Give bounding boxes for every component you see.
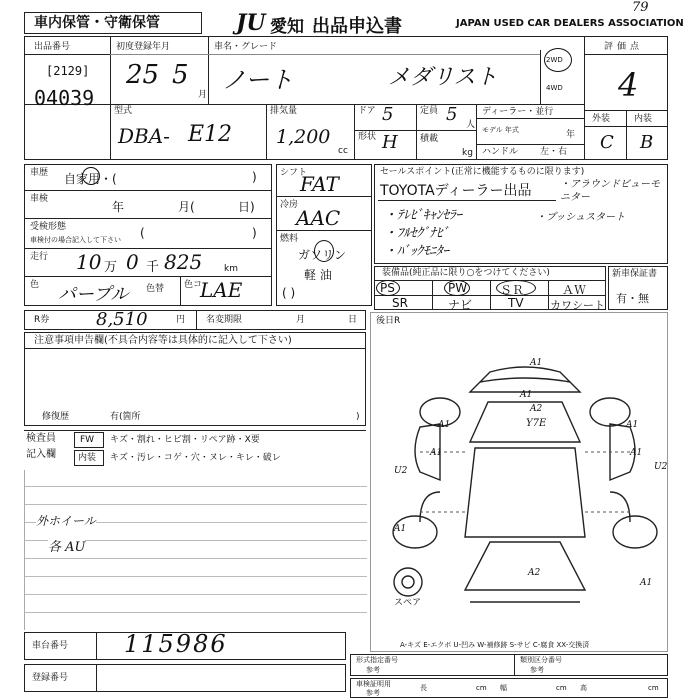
chassis-label: 車台番号 xyxy=(32,641,69,651)
deadline-month: 月 xyxy=(296,315,306,325)
doors-label: ドア xyxy=(358,106,376,116)
registration-month: 5 xyxy=(172,60,189,90)
damage-mark: A1 xyxy=(520,390,533,400)
equipment-label: 装備品(純正品に限り○をつけてください) xyxy=(382,268,550,278)
capacity-value: 5 xyxy=(446,104,458,125)
equipment-circle-sr xyxy=(496,280,536,296)
equipment-pw: PW xyxy=(448,281,468,295)
later-reg-label: 後日R xyxy=(376,316,401,326)
acceptance-note: 車検付の場合記入して下さい xyxy=(30,236,121,244)
repair-label: 修復歴 xyxy=(42,412,70,422)
notes-header: 注意事項申告欄(不具合内容等は具体的に記入して下さい) xyxy=(34,335,292,346)
damage-mark: A2 xyxy=(530,404,543,414)
lot-number-label: 出品番号 xyxy=(34,42,71,52)
fuel-paren: ( ) xyxy=(282,286,296,300)
acceptance-open: ( xyxy=(140,226,145,240)
damage-mark: A1 xyxy=(438,420,451,430)
brand-region: 愛知 xyxy=(270,17,304,37)
ac-value: AAC xyxy=(296,206,341,230)
inspector-fw-tag: FW xyxy=(80,435,95,445)
damage-mark: A1 xyxy=(530,358,543,368)
selling-point-2: ・ﾌﾙｾｸﾞﾅﾋﾞ xyxy=(384,226,450,241)
recycle-frame xyxy=(24,310,366,330)
drive-4wd: 4WD xyxy=(546,84,563,92)
reg-cert-height: 高 xyxy=(580,684,587,692)
recycle-label: R券 xyxy=(34,315,50,325)
registration-month-unit: 月 xyxy=(198,90,208,100)
inspection-label: 車検 xyxy=(30,194,49,204)
equipment-sr: SR xyxy=(392,296,408,310)
spare-label: スペア xyxy=(394,598,422,608)
lot-number: 04039 xyxy=(34,86,95,110)
inspection-year-unit: 年 xyxy=(112,200,125,214)
form-cert-ref: 参考 xyxy=(366,666,380,674)
ac-label: 冷房 xyxy=(280,200,299,210)
capacity-label: 定員 xyxy=(420,106,439,116)
inspector-row-1: キズ・割れ・ヒビ割・リペア跡・X要 xyxy=(110,435,260,445)
fuel-circle xyxy=(314,240,334,262)
selling-point-extra-1: ・アラウンドビューモニター xyxy=(560,179,660,203)
reg-cert-width: 幅 xyxy=(500,684,507,692)
color-label: 色 xyxy=(30,280,40,290)
damage-mark: U2 xyxy=(654,462,668,472)
drive-2wd: 2WD xyxy=(546,56,563,64)
inspector-label-1: 検査員 xyxy=(26,433,56,444)
repair-value: 有(箇所 xyxy=(110,412,141,422)
type-code: E12 xyxy=(188,122,233,147)
inspector-interior-tag: 内装 xyxy=(78,453,97,463)
reg-cert-label: 車検証明用 xyxy=(356,680,391,688)
recycle-unit: 円 xyxy=(176,315,186,325)
shift-value: FAT xyxy=(300,172,339,196)
color-code-value: LAE xyxy=(200,278,243,302)
inspector-row-2: キズ・汚レ・コゲ・穴・ヌレ・キレ・破レ xyxy=(110,453,281,463)
damage-mark: A2 xyxy=(528,568,541,578)
registration-year: 25 xyxy=(126,60,160,90)
form-cert-label: 形式指定番号 xyxy=(356,656,398,664)
rating-label: 評価点 xyxy=(604,42,644,52)
mileage-unit: km xyxy=(224,264,238,274)
chassis-number: 115986 xyxy=(124,630,228,658)
warranty-value: 有・無 xyxy=(616,292,649,305)
load-label: 積載 xyxy=(420,134,439,144)
recycle-value: 8,510 xyxy=(96,309,148,330)
damage-mark: A1 xyxy=(394,524,407,534)
color-code-label: 色コ xyxy=(184,280,203,290)
acceptance-close: ) xyxy=(252,226,257,240)
model-grade: メダリスト xyxy=(388,65,498,90)
equipment-navi: ナビ xyxy=(448,298,473,312)
doors-value: 5 xyxy=(382,104,394,125)
fuel-gasoline: ガソリン xyxy=(298,248,347,262)
association-name: JAPAN USED CAR DEALERS ASSOCIATION xyxy=(456,18,684,29)
type-label: 型式 xyxy=(114,106,133,116)
handle-options: 左・右 xyxy=(540,147,568,157)
reg-cert-height-unit: cm xyxy=(648,684,659,692)
dealer-label: ディーラー・並行 xyxy=(482,107,554,117)
model-label: 車名・グレード xyxy=(214,42,278,52)
interior-grade: B xyxy=(640,132,654,153)
first-registration-label: 初度登録年月 xyxy=(116,42,171,52)
inspection-day-unit: 日) xyxy=(238,200,255,214)
notes-frame xyxy=(24,332,366,426)
mileage-sen: 0 xyxy=(126,250,139,274)
repair-close: ) xyxy=(356,412,360,422)
inspector-label-2: 記入欄 xyxy=(26,449,56,460)
history-circle xyxy=(82,167,100,185)
inspector-note-1: 外ホイール xyxy=(36,514,96,528)
capacity-unit: 人 xyxy=(466,120,476,130)
history-close: ) xyxy=(252,170,257,184)
deadline-day: 日 xyxy=(348,315,358,325)
equipment-ac-ps: PS xyxy=(380,281,395,295)
selling-point-1: ・ﾃﾚﾋﾞｷｬﾝｾﾗｰ xyxy=(384,208,463,223)
mileage-man-unit: 万 xyxy=(104,260,118,275)
engine-value: 1,200 xyxy=(276,126,331,148)
class-cert-label: 類別区分番号 xyxy=(520,656,562,664)
damage-mark: A1 xyxy=(640,578,653,588)
registration-number-frame xyxy=(24,664,346,692)
equipment-sr-top: ＳＲ xyxy=(500,283,525,297)
reg-cert-length: 長 xyxy=(420,684,427,692)
equipment-seat: カワシート xyxy=(550,299,605,312)
type-prefix: DBA- xyxy=(118,124,170,148)
engine-unit: cc xyxy=(338,146,348,156)
history-label: 車歴 xyxy=(30,168,49,178)
load-unit: kg xyxy=(462,148,473,158)
acceptance-label: 受検形態 xyxy=(30,222,67,232)
reg-cert-frame xyxy=(350,678,668,698)
selling-points-label: セールスポイント(正常に機能するものに限ります) xyxy=(380,167,585,177)
exterior-label: 外装 xyxy=(592,114,611,124)
selling-point-extra-2: ・プッシュスタート xyxy=(536,212,626,223)
selling-point-3: ・ﾊﾞｯｸﾓﾆﾀｰ xyxy=(384,244,450,259)
drive-2wd-circle xyxy=(544,48,572,72)
color-change-label: 色替 xyxy=(146,284,165,294)
fuel-label: 燃料 xyxy=(280,234,299,244)
deadline-label: 名変期限 xyxy=(206,315,243,325)
form-title: 出品申込書 xyxy=(312,16,402,37)
reg-cert-length-unit: cm xyxy=(476,684,487,692)
shift-label: シフト xyxy=(280,168,308,178)
model-year-unit: 年 xyxy=(566,130,576,140)
shape-label: 形状 xyxy=(358,132,377,142)
exterior-grade: C xyxy=(600,132,614,153)
mileage-rest: 825 xyxy=(164,250,203,274)
model-year-label: モデル 年式 xyxy=(482,126,519,134)
inspector-note-2: 各 AU xyxy=(48,536,85,555)
ju-logo: JU xyxy=(236,10,266,36)
inspection-month-unit: 月( xyxy=(178,200,195,214)
mileage-sen-unit: 千 xyxy=(146,260,160,275)
corner-mark: 79 xyxy=(632,0,649,15)
equipment-tv: TV xyxy=(508,296,524,310)
damage-mark: A1 xyxy=(626,420,639,430)
fuel-diesel: 軽 油 xyxy=(304,268,332,282)
reg-cert-width-unit: cm xyxy=(556,684,567,692)
handle-label: ハンドル xyxy=(482,147,519,157)
mileage-man: 10 xyxy=(76,250,102,274)
shape-value: H xyxy=(382,132,398,153)
lot-sub-number: [2129] xyxy=(46,64,90,78)
mileage-label: 走行 xyxy=(30,252,49,262)
color-value: パープル xyxy=(58,284,129,305)
engine-label: 排気量 xyxy=(270,106,298,116)
storage-label: 車内保管・守衛保管 xyxy=(34,15,160,31)
rating-value: 4 xyxy=(618,66,639,104)
warranty-label: 新車保証書 xyxy=(612,269,658,279)
equipment-circle-ps xyxy=(376,280,400,296)
history-value: 自家用・( xyxy=(64,172,117,186)
dealer-note: TOYOTAディーラー出品 xyxy=(380,183,532,199)
interior-label: 内装 xyxy=(634,114,653,124)
equipment-aw: ＡＷ xyxy=(562,283,587,297)
damage-mark: Y7E xyxy=(526,418,547,429)
damage-mark: A1 xyxy=(630,448,643,458)
equipment-circle-pw xyxy=(444,280,470,296)
damage-mark: U2 xyxy=(394,466,408,476)
damage-mark: A1 xyxy=(430,448,443,458)
damage-legend: A-キズ E-エクボ U-凹み W-補修跡 S-サビ C-腐食 XX-交換済 xyxy=(400,641,590,649)
reg-cert-ref: 参考 xyxy=(366,689,380,697)
class-cert-ref: 参考 xyxy=(530,666,544,674)
registration-number-label: 登録番号 xyxy=(32,673,69,683)
model-name: ノート xyxy=(222,66,294,94)
